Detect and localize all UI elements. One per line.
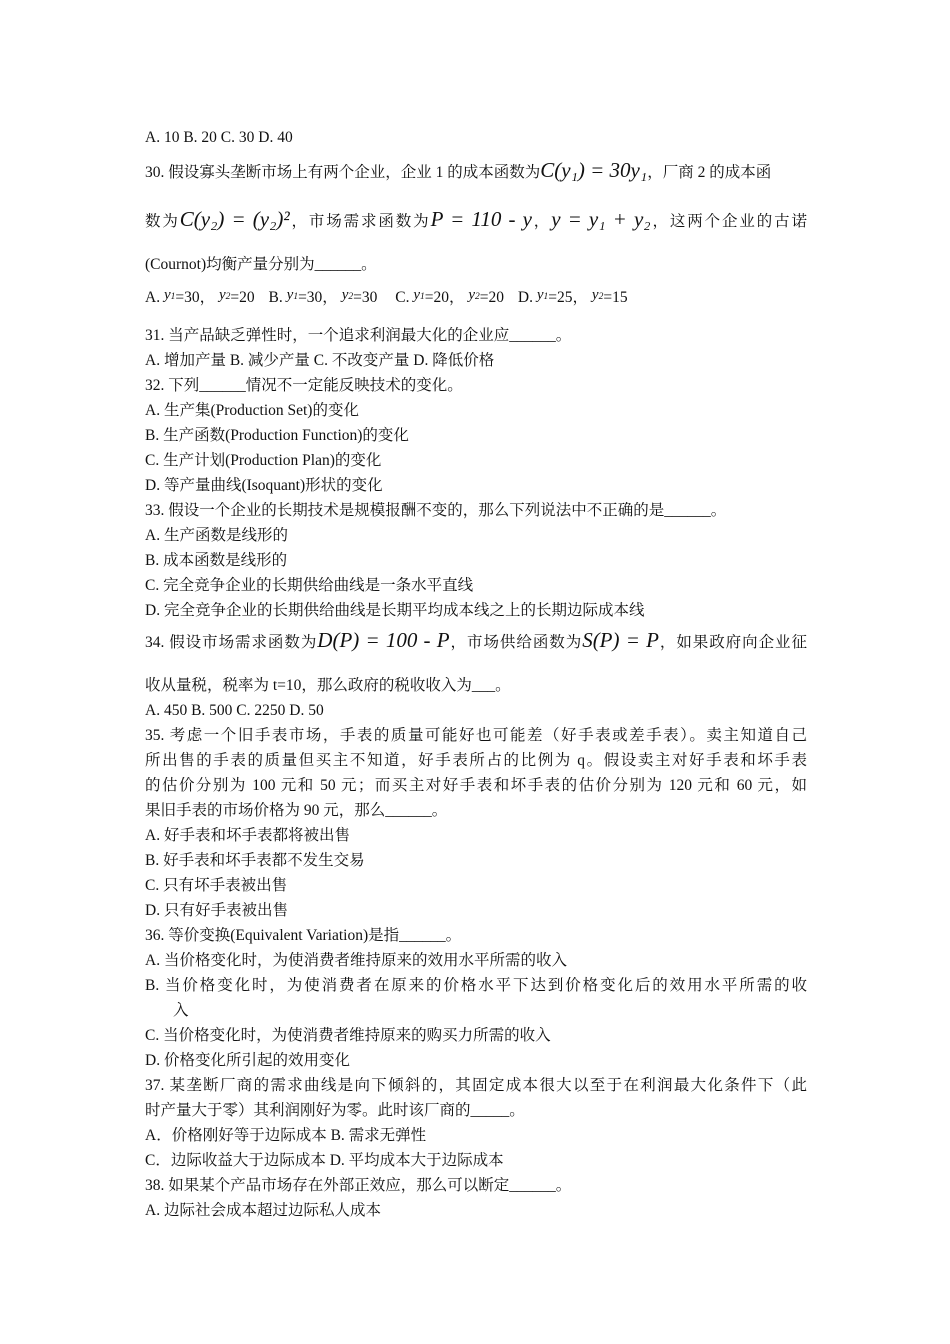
q32-option-b: B. 生产函数(Production Function)的变化 <box>145 427 409 444</box>
q34-demand-function: D(P) = 100 - P <box>317 628 450 652</box>
q37-line2: 时产量大于零）其利润刚好为零。此时该厂商的_____。 <box>145 1102 525 1119</box>
q30-option-a-label: A. <box>145 289 161 306</box>
q36-option-a: A. 当价格变化时，为使消费者维持原来的效用水平所需的收入 <box>145 952 567 969</box>
q30-cost-function-1: C(y₁) = 30y₁ <box>540 158 648 182</box>
q33-option-b: B. 成本函数是线形的 <box>145 552 288 569</box>
q32-option-c: C. 生产计划(Production Plan)的变化 <box>145 452 382 469</box>
q30-line1 <box>145 160 807 183</box>
q30-line2-tail: ，这两个企业的古诺 <box>650 213 807 230</box>
q30-line2-head: 数为 <box>145 213 180 230</box>
q31-stem: 31. 当产品缺乏弹性时，一个追求利润最大化的企业应______。 <box>145 327 572 344</box>
q30-quantity-sum: y = y₁ + y₂ <box>551 207 651 231</box>
q35-line2: 所出售的手表的质量但买主不知道，好手表所占的比例为 q。假设卖主对好手表和坏手表 <box>145 752 807 769</box>
q29-options: A. 10 B. 20 C. 30 D. 40 <box>145 129 293 146</box>
q37-options-ab: A．价格刚好等于边际成本 B. 需求无弹性 <box>145 1127 427 1144</box>
q33-stem: 33. 假设一个企业的长期技术是规模报酬不变的，那么下列说法中不正确的是______。 <box>145 502 727 519</box>
q30-option-a-y1: =30， <box>175 289 216 306</box>
q34-stem-head: 34. 假设市场需求函数为 <box>145 634 318 651</box>
y2-symbol: y2 <box>468 287 480 303</box>
q32-stem: 32. 下列______情况不一定能反映技术的变化。 <box>145 377 463 394</box>
q30-line3: (Cournot)均衡产量分别为______。 <box>145 256 377 273</box>
q36-option-c: C. 当价格变化时，为使消费者维持原来的购买力所需的收入 <box>145 1027 551 1044</box>
q36-option-b-line2: 入 <box>173 1002 189 1019</box>
q30-option-d-y2: =15 <box>603 289 628 306</box>
q30-option-d-y1: =25， <box>548 289 589 306</box>
q30-option-b-label: B. <box>268 289 283 306</box>
y1-symbol: y1 <box>163 287 176 303</box>
q34-supply-function: S(P) = P <box>582 628 659 652</box>
q37-line1: 37. 某垄断厂商的需求曲线是向下倾斜的，其固定成本很大以至于在利润最大化条件下（此 <box>145 1077 807 1094</box>
q30-option-a-y2: =20 <box>230 289 255 306</box>
q35-option-d: D. 只有好手表被出售 <box>145 902 288 919</box>
q32-option-a: A. 生产集(Production Set)的变化 <box>145 402 359 419</box>
q35-line3: 的估价分别为 100 元和 50 元；而买主对好手表和坏手表的估价分别为 120 元和 60 元，如 <box>145 777 807 794</box>
q36-option-b-line1: B. 当价格变化时，为使消费者在原来的价格水平下达到价格变化后的效用水平所需的收 <box>145 977 807 994</box>
q34-stem-mid: ，市场供给函数为 <box>449 634 583 651</box>
q33-option-a: A. 生产函数是线形的 <box>145 527 288 544</box>
q30-option-b-y2: =30 <box>353 289 378 306</box>
q38-option-a: A. 边际社会成本超过边际私人成本 <box>145 1202 381 1219</box>
q30-option-c-y2: =20 <box>479 289 505 306</box>
q35-option-a: A. 好手表和坏手表都将被出售 <box>145 827 350 844</box>
q34-stem-tail: ，如果政府向企业征 <box>658 634 807 651</box>
y2-symbol: y2 <box>341 287 354 303</box>
q30-stem-text: 30. 假设寡头垄断市场上有两个企业，企业 1 的成本函数为 <box>145 164 541 181</box>
q30-option-d-label: D. <box>517 289 533 306</box>
q32-option-d: D. 等产量曲线(Isoquant)形状的变化 <box>145 477 383 494</box>
q38-stem: 38. 如果某个产品市场存在外部正效应，那么可以断定______。 <box>145 1177 572 1194</box>
y1-symbol: y1 <box>286 287 299 303</box>
q33-option-d: D. 完全竞争企业的长期供给曲线是长期平均成本线之上的长期边际成本线 <box>145 602 645 619</box>
y1-symbol: y1 <box>413 287 425 303</box>
q30-cost-function-2: C(y₂) = (y₂)² <box>179 207 290 231</box>
q30-option-c-y1: =20， <box>424 289 465 306</box>
q35-line4: 果旧手表的市场价格为 90 元，那么______。 <box>145 802 448 819</box>
q33-option-c: C. 完全竞争企业的长期供给曲线是一条水平直线 <box>145 577 474 594</box>
q36-option-d: D. 价格变化所引起的效用变化 <box>145 1052 350 1069</box>
q34-options: A. 450 B. 500 C. 2250 D. 50 <box>145 702 324 719</box>
q31-options: A. 增加产量 B. 减少产量 C. 不改变产量 D. 降低价格 <box>145 352 495 369</box>
y1-symbol: y1 <box>536 287 549 303</box>
q35-option-b: B. 好手表和坏手表都不发生交易 <box>145 852 365 869</box>
q30-line2-mid1: ，市场需求函数为 <box>289 213 431 230</box>
q30-options <box>145 288 807 310</box>
y2-symbol: y2 <box>219 287 231 303</box>
y2-symbol: y2 <box>591 287 604 303</box>
q30-option-b-y1: =30， <box>298 289 338 306</box>
q30-demand-function: P = 110 - y <box>430 207 532 231</box>
q35-option-c: C. 只有坏手表被出售 <box>145 877 288 894</box>
q36-stem: 36. 等价变换(Equivalent Variation)是指______。 <box>145 927 462 944</box>
q30-line2-mid2: ， <box>531 213 552 230</box>
q35-line1: 35. 考虑一个旧手表市场，手表的质量可能好也可能差（好手表或差手表）。卖主知道自己 <box>145 727 807 744</box>
q30-option-c-label: C. <box>395 289 410 306</box>
q34-line2: 收从量税，税率为 t=10，那么政府的税收收入为___。 <box>145 677 511 694</box>
q30-line2 <box>145 209 807 232</box>
q37-options-cd: C．边际收益大于边际成本 D. 平均成本大于边际成本 <box>145 1152 504 1169</box>
q30-stem-tail: ，厂商 2 的成本函 <box>647 164 772 181</box>
q34-line1 <box>145 630 807 653</box>
